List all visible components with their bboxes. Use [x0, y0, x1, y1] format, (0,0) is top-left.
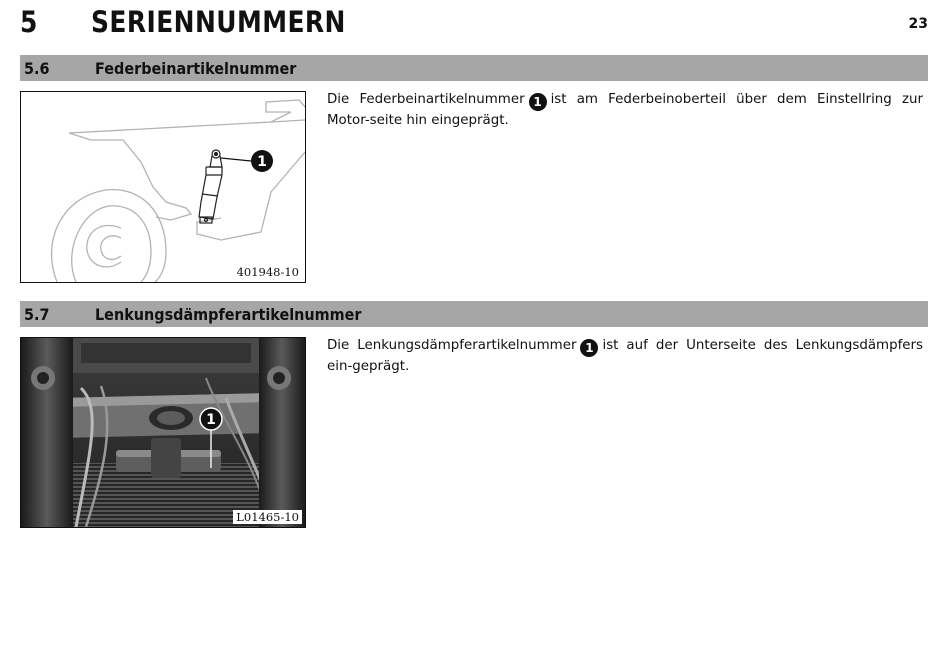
figure-code: 401948-10 — [234, 265, 302, 279]
section-header-5-6 — [20, 55, 928, 81]
steering-damper-photo — [21, 338, 305, 527]
text-before-callout: Die Lenkungsdämpferartikelnummer — [327, 338, 577, 353]
section-5-6-text — [327, 90, 923, 130]
section-title: Federbeinartikelnummer — [95, 59, 297, 78]
figure-steering-damper-photo — [20, 337, 306, 528]
section-5-7-text — [327, 336, 923, 376]
text-after-callout: ist auf der Unterseite des Lenkungsdämpfers ein-geprägt. — [327, 338, 923, 374]
section-number: 5.6 — [24, 59, 50, 78]
callout-marker: 1 — [580, 339, 598, 357]
figure-code: L01465-10 — [233, 510, 302, 524]
callout-marker: 1 — [529, 93, 547, 111]
section-number: 5.7 — [24, 305, 50, 324]
text-before-callout: Die Federbeinartikelnummer — [327, 92, 525, 107]
figure-shock-absorber — [20, 91, 306, 283]
chapter-header — [20, 4, 928, 40]
motorcycle-rear-illustration — [21, 92, 305, 282]
section-title: Lenkungsdämpferartikelnummer — [95, 305, 362, 324]
callout-number: 1 — [257, 154, 267, 170]
callout-number: 1 — [206, 412, 216, 428]
chapter-title: SERIENNUMMERN — [91, 5, 346, 39]
section-header-5-7 — [20, 301, 928, 327]
text-after-callout: ist am Federbeinoberteil über dem Einstellring zur Motor-seite hin eingeprägt. — [327, 92, 923, 128]
chapter-number: 5 — [20, 5, 38, 39]
page-number: 23 — [908, 16, 928, 32]
